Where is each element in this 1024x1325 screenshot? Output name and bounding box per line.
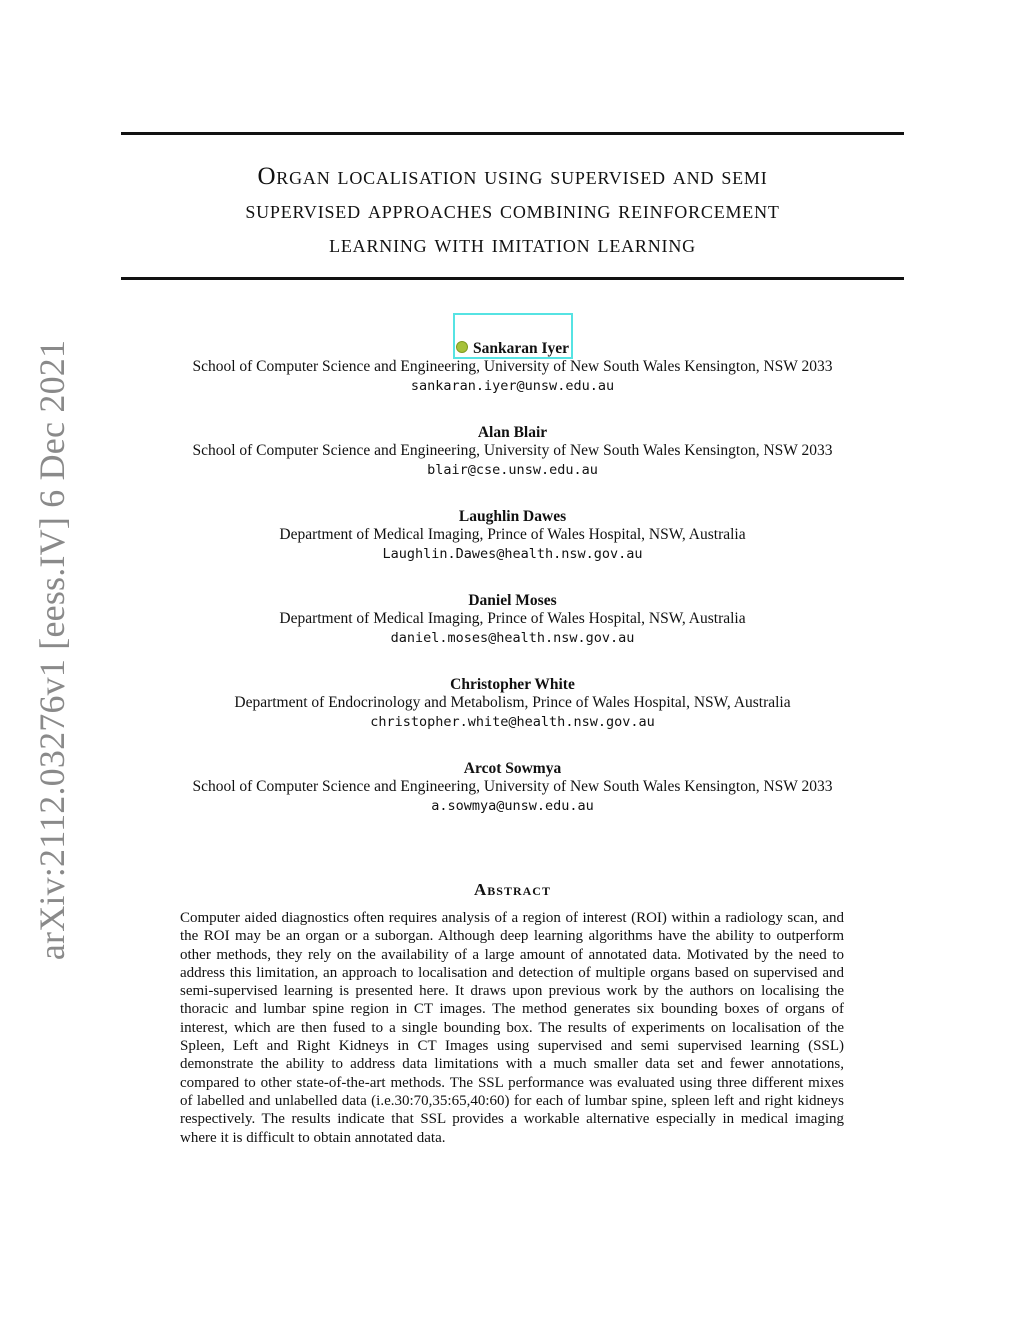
- author-block: [121, 424, 904, 480]
- title-line: Organ localisation using supervised and semi: [257, 163, 768, 190]
- title-bottom-rule: [121, 277, 904, 280]
- author-name: Daniel Moses: [468, 592, 557, 609]
- arxiv-identifier[interactable]: arXiv:2112.03276v1 [eess.IV] 6 Dec 2021: [32, 339, 72, 961]
- author-block: [121, 760, 904, 816]
- paper-title: [121, 160, 904, 262]
- orcid-icon[interactable]: [456, 341, 468, 353]
- author-block: [121, 592, 904, 648]
- author-affiliation: School of Computer Science and Engineering, University of New South Wales Kensington, NSW 2033: [192, 442, 833, 459]
- author-email[interactable]: sankaran.iyer@unsw.edu.au: [410, 378, 615, 394]
- author-name: Christopher White: [450, 676, 575, 693]
- author-email[interactable]: daniel.moses@health.nsw.gov.au: [390, 630, 635, 646]
- author-name: Laughlin Dawes: [458, 508, 567, 525]
- author-email[interactable]: Laughlin.Dawes@health.nsw.gov.au: [382, 546, 643, 562]
- author-email[interactable]: a.sowmya@unsw.edu.au: [431, 798, 594, 814]
- author-affiliation: School of Computer Science and Engineering, University of New South Wales Kensington, NSW 2033: [192, 358, 833, 375]
- author-email[interactable]: blair@cse.unsw.edu.au: [427, 462, 598, 478]
- author-name: Sankaran Iyer: [121, 340, 904, 358]
- author-email[interactable]: christopher.white@health.nsw.gov.au: [370, 714, 655, 730]
- title-line: learning with imitation learning: [329, 231, 696, 258]
- author-block: [121, 508, 904, 564]
- author-block: [121, 340, 904, 396]
- author-affiliation: Department of Medical Imaging, Prince of Wales Hospital, NSW, Australia: [279, 526, 746, 543]
- author-name: Alan Blair: [477, 424, 548, 441]
- abstract-heading: Abstract: [474, 880, 551, 899]
- author-name: Arcot Sowmya: [463, 760, 562, 777]
- author-affiliation: Department of Medical Imaging, Prince of Wales Hospital, NSW, Australia: [279, 610, 746, 627]
- author-affiliation: School of Computer Science and Engineering, University of New South Wales Kensington, NSW 2033: [192, 778, 833, 795]
- title-top-rule: [121, 132, 904, 135]
- title-line: supervised approaches combining reinforcement: [245, 197, 780, 224]
- author-affiliation: Department of Endocrinology and Metabolism, Prince of Wales Hospital, NSW, Australia: [234, 694, 791, 711]
- abstract-text: Computer aided diagnostics often requires analysis of a region of interest (ROI) within a radiology scan, and the ROI may be an organ or a suborgan. Although deep learning algorithms have the ability to outperform other methods, they rely on the availability of a large amount of annotated data. Motivated by the need to address this limitation, an approach to localisation and detection of multiple organs based on supervised and semi-supervised learning is presented here. It draws upon previous work by the authors on localising the thoracic and lumbar spine region in CT images. The method generates six bounding boxes of organs of interest, which are then fused to a single bounding box. The results of experiments on localisation of the Spleen, Left and Right Kidneys in CT Images using supervised and semi supervised learning (SSL) demonstrate the ability to address data limitations with a much smaller data set and fewer annotations, compared to other state-of-the-art methods. The SSL performance was evaluated using three different mixes of labelled and unlabelled data (i.e.30:70,35:65,40:60) for each of lumbar spine, spleen left and right kidneys respectively. The results indicate that SSL provides a workable alternative especially in medical imaging where it is difficult to obtain annotated data.: [180, 910, 844, 1146]
- author-block: [121, 676, 904, 732]
